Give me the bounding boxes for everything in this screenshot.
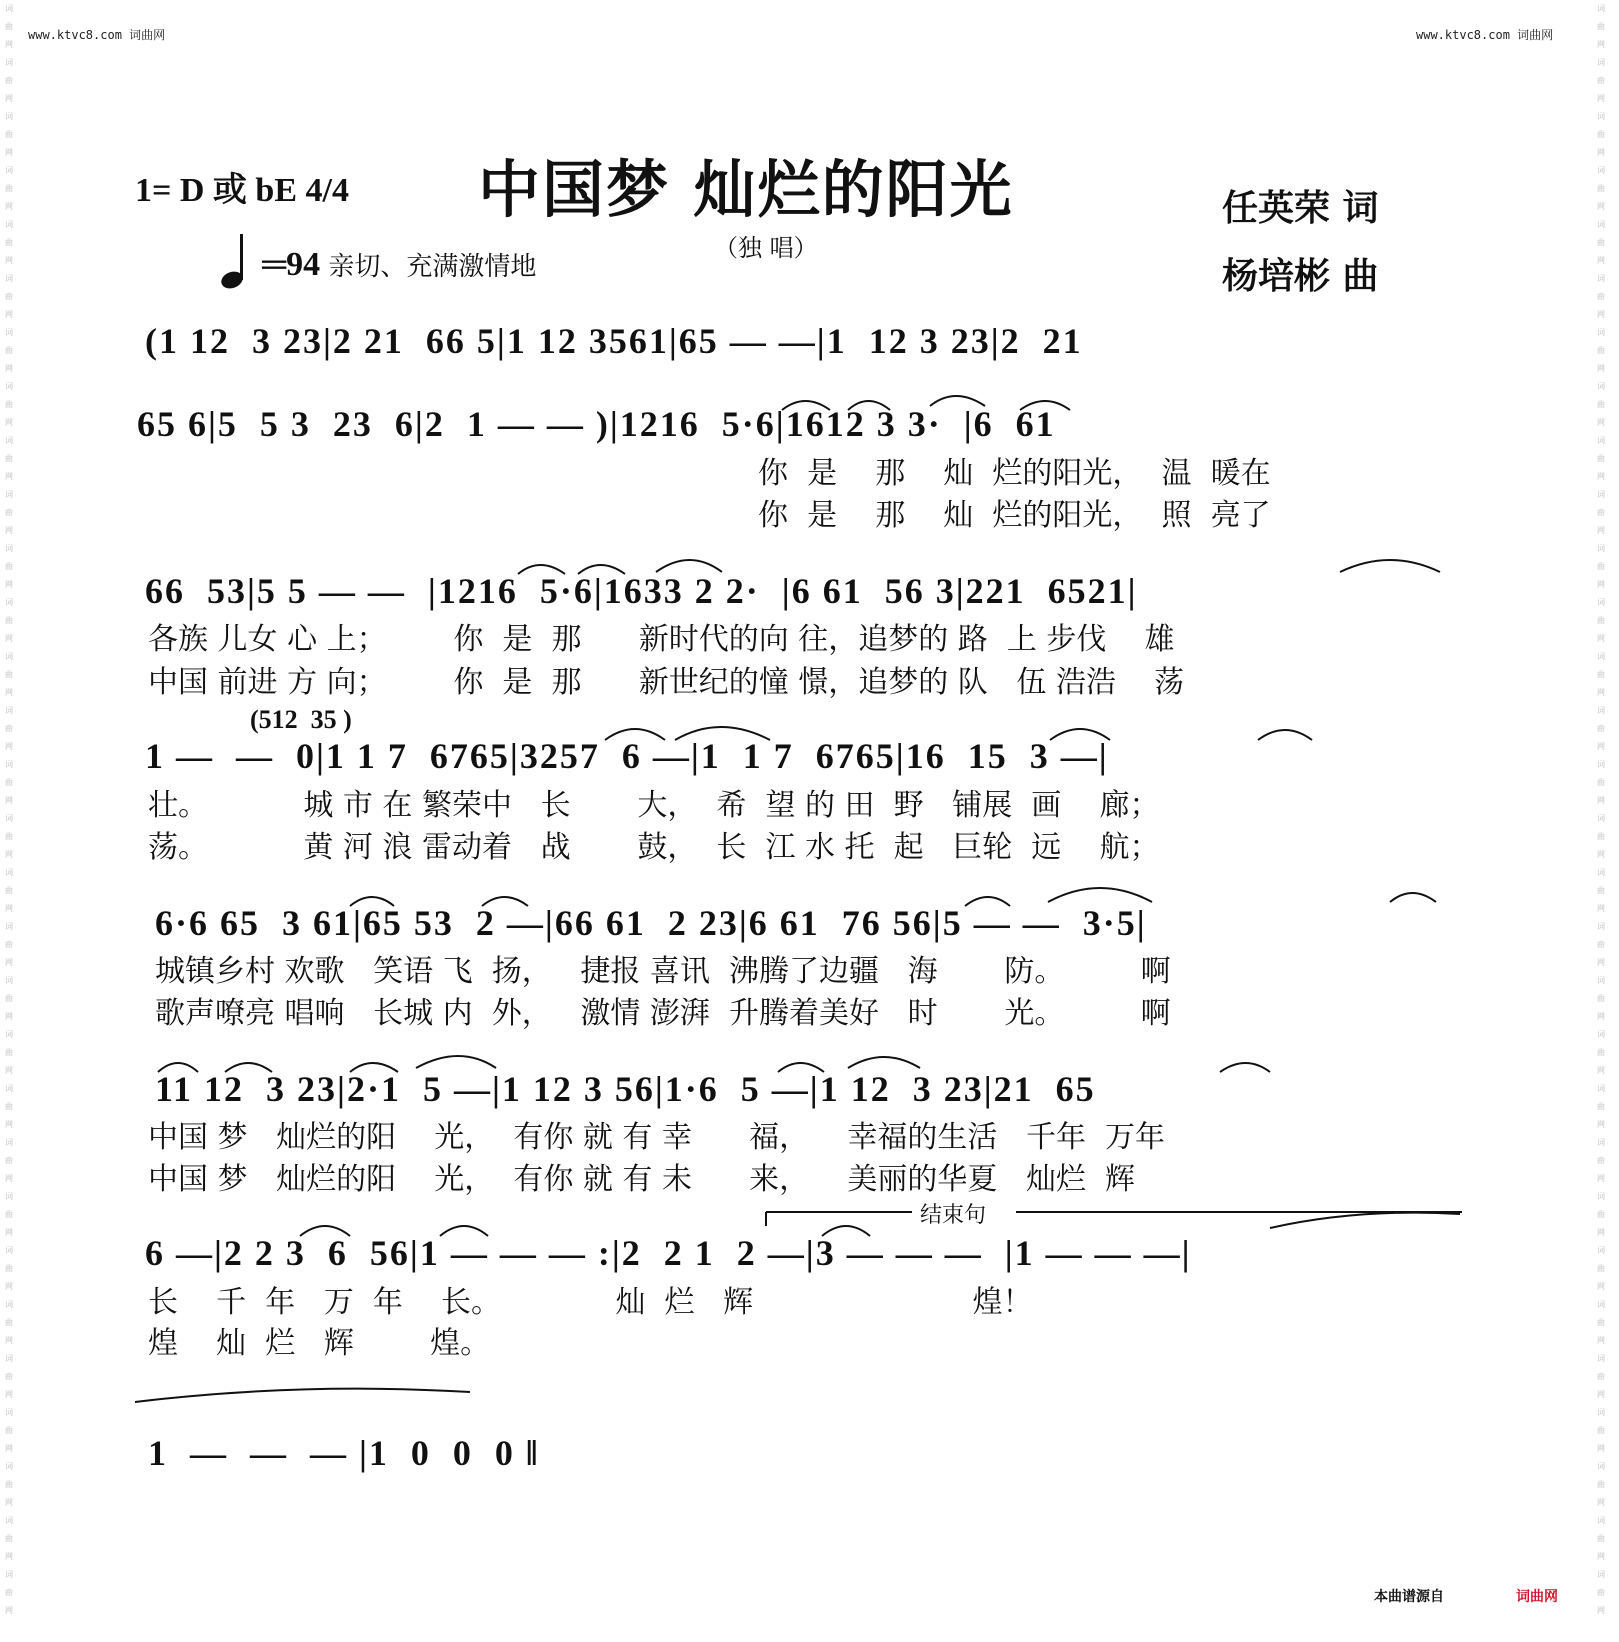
side-watermark-char: 网 — [1597, 958, 1605, 967]
side-watermark-char: 网 — [5, 1066, 13, 1075]
side-watermark-char: 曲 — [1597, 76, 1605, 85]
side-watermark-char: 网 — [1597, 1444, 1605, 1453]
side-watermark-char: 曲 — [1597, 1048, 1605, 1057]
ending-section-marker: 结束句 — [920, 1203, 987, 1228]
side-watermark-char: 词 — [5, 1354, 13, 1363]
side-watermark-char: 词 — [5, 1570, 13, 1579]
side-watermark-char: 网 — [5, 472, 13, 481]
side-watermark-char: 网 — [5, 796, 13, 805]
notation-line-3: 66 53|5 5 — — |1216 5·6|1633 2 2· |6 61 56 3|221 6521| — [145, 571, 1138, 611]
side-watermark-char: 网 — [1597, 1606, 1605, 1615]
side-watermark-char: 曲 — [1597, 184, 1605, 193]
side-watermark-char: 词 — [5, 220, 13, 229]
side-watermark-char: 词 — [1597, 1354, 1605, 1363]
side-watermark-char: 曲 — [1597, 832, 1605, 841]
side-watermark-char: 网 — [5, 310, 13, 319]
side-watermark-char: 曲 — [1597, 562, 1605, 571]
side-watermark-char: 网 — [1597, 310, 1605, 319]
side-watermark-char: 曲 — [5, 400, 13, 409]
side-watermark-char: 网 — [5, 418, 13, 427]
side-watermark-char: 网 — [1597, 526, 1605, 535]
side-watermark-char: 曲 — [5, 130, 13, 139]
side-watermark-char: 网 — [5, 526, 13, 535]
side-watermark-char: 曲 — [5, 1210, 13, 1219]
side-watermark-char: 网 — [1597, 1336, 1605, 1345]
side-watermark-char: 曲 — [5, 22, 13, 31]
lyric-line-2-verse-2: 你 是 那 灿 烂的阳光， 照 亮了 — [758, 498, 1271, 533]
side-watermark-char: 曲 — [1597, 400, 1605, 409]
side-watermark-char: 曲 — [5, 724, 13, 733]
side-watermark-char: 曲 — [5, 76, 13, 85]
side-watermark-char: 词 — [5, 976, 13, 985]
side-watermark-char: 网 — [5, 1606, 13, 1615]
performance-type: （独 唱） — [714, 234, 818, 262]
lyric-line-3-verse-1: 各族 儿女 心 上； 你 是 那 新时代的向 往，追梦的 路 上 步伐 雄 — [148, 622, 1175, 657]
side-watermark-char: 词 — [5, 868, 13, 877]
side-watermark-char: 网 — [1597, 1552, 1605, 1561]
lyric-line-7-verse-2: 煌 灿 烂 辉 煌。 — [148, 1326, 491, 1361]
side-watermark-char: 词 — [5, 1192, 13, 1201]
side-watermark-char: 曲 — [1597, 1372, 1605, 1381]
lyric-line-7-verse-1: 长 千 年 万 年 长。 灿 烂 辉 煌！ — [148, 1285, 1033, 1320]
side-watermark-char: 曲 — [1597, 616, 1605, 625]
lyric-line-6-verse-2: 中国 梦 灿烂的阳 光， 有你 就 有 未 来， 美丽的华夏 灿烂 辉 — [148, 1162, 1136, 1197]
side-watermark-char: 网 — [5, 1552, 13, 1561]
side-watermark-char: 词 — [1597, 814, 1605, 823]
side-watermark-char: 曲 — [1597, 130, 1605, 139]
side-watermark-char: 网 — [5, 850, 13, 859]
side-watermark-char: 词 — [5, 652, 13, 661]
tempo-expression: 亲切、充满激情地 — [328, 252, 537, 282]
side-watermark-char: 曲 — [1597, 1156, 1605, 1165]
side-watermark-char: 词 — [5, 1084, 13, 1093]
side-watermark-char: 词 — [5, 328, 13, 337]
side-watermark-char: 曲 — [5, 1588, 13, 1597]
side-watermark-char: 网 — [5, 1012, 13, 1021]
side-watermark-char: 曲 — [5, 1048, 13, 1057]
side-watermark-char: 曲 — [5, 562, 13, 571]
side-watermark-char: 词 — [5, 4, 13, 13]
lyricist-credit: 任英荣 词 — [1222, 188, 1379, 229]
side-watermark-char: 网 — [1597, 850, 1605, 859]
lyric-line-4-verse-2: 荡。 黄 河 浪 雷动着 战 鼓， 长 江 水 托 起 巨轮 远 航； — [148, 830, 1160, 865]
side-watermark-char: 网 — [5, 94, 13, 103]
side-watermark-char: 曲 — [5, 1102, 13, 1111]
side-watermark-char: 词 — [5, 166, 13, 175]
side-watermark-char: 网 — [1597, 256, 1605, 265]
side-watermark-char: 曲 — [1597, 778, 1605, 787]
side-watermark-char: 网 — [5, 364, 13, 373]
side-watermark-char: 曲 — [1597, 508, 1605, 517]
side-watermark-char: 词 — [5, 1516, 13, 1525]
lyric-line-6-verse-1: 中国 梦 灿烂的阳 光， 有你 就 有 幸 福， 幸福的生活 千年 万年 — [148, 1120, 1166, 1155]
side-watermark-char: 曲 — [5, 778, 13, 787]
notation-line-2: 65 6|5 5 3 23 6|2 1 — — )|1216 5·6|1612 3 3· |6 61 — [137, 404, 1056, 444]
side-watermark-char: 曲 — [1597, 994, 1605, 1003]
side-watermark-char: 网 — [5, 1282, 13, 1291]
side-watermark-char: 曲 — [5, 1480, 13, 1489]
side-watermark-char: 网 — [5, 742, 13, 751]
side-watermark-char: 词 — [5, 1408, 13, 1417]
side-watermark-char: 网 — [5, 148, 13, 157]
notation-line-6: 11 12 3 23|2·1 5 —|1 12 3 56|1·6 5 —|1 12 3 23|21 65 — [155, 1069, 1096, 1109]
side-watermark-char: 网 — [5, 1228, 13, 1237]
side-watermark-char: 词 — [5, 382, 13, 391]
side-watermark-char: 词 — [1597, 1192, 1605, 1201]
side-watermark-char: 曲 — [1597, 1318, 1605, 1327]
notation-line-7: 6 —|2 2 3 6 56|1 — — — :|2 2 1 2 —|3 — — — |1 — — —| — [145, 1233, 1192, 1273]
side-watermark-char: 曲 — [1597, 1426, 1605, 1435]
side-watermark-char: 词 — [5, 922, 13, 931]
side-watermark-char: 词 — [1597, 220, 1605, 229]
side-watermark-char: 曲 — [5, 1318, 13, 1327]
side-watermark-char: 词 — [1597, 4, 1605, 13]
side-watermark-char: 词 — [1597, 922, 1605, 931]
side-watermark-char: 曲 — [5, 1264, 13, 1273]
side-watermark-char: 曲 — [1597, 1588, 1605, 1597]
side-watermark-char: 词 — [1597, 544, 1605, 553]
side-watermark-char: 网 — [1597, 1174, 1605, 1183]
side-watermark-char: 曲 — [5, 940, 13, 949]
side-watermark-char: 曲 — [5, 886, 13, 895]
side-watermark-char: 网 — [1597, 796, 1605, 805]
side-watermark-char: 词 — [1597, 1462, 1605, 1471]
side-watermark-char: 网 — [1597, 1066, 1605, 1075]
side-watermark-char: 曲 — [5, 292, 13, 301]
notation-line-1: (1 12 3 23|2 21 66 5|1 12 3561|65 — —|1 12 3 23|2 21 — [145, 321, 1083, 361]
side-watermark-char: 网 — [5, 904, 13, 913]
side-watermark-char: 曲 — [1597, 346, 1605, 355]
side-watermark-char: 网 — [1597, 580, 1605, 589]
side-watermark-char: 网 — [1597, 202, 1605, 211]
side-watermark-char: 网 — [1597, 634, 1605, 643]
side-watermark-char: 曲 — [5, 346, 13, 355]
side-watermark-char: 词 — [5, 1300, 13, 1309]
side-watermark-char: 词 — [1597, 976, 1605, 985]
side-watermark-char: 曲 — [5, 508, 13, 517]
side-watermark-char: 词 — [5, 274, 13, 283]
side-watermark-char: 网 — [5, 202, 13, 211]
side-watermark-char: 曲 — [5, 184, 13, 193]
side-watermark-char: 曲 — [5, 616, 13, 625]
side-watermark-char: 网 — [1597, 904, 1605, 913]
side-watermark-char: 曲 — [1597, 1102, 1605, 1111]
side-watermark-char: 曲 — [5, 1426, 13, 1435]
side-watermark-char: 曲 — [5, 238, 13, 247]
side-watermark-char: 网 — [1597, 472, 1605, 481]
composer-credit: 杨培彬 曲 — [1222, 256, 1379, 297]
side-watermark-char: 词 — [5, 58, 13, 67]
side-watermark-char: 曲 — [1597, 292, 1605, 301]
song-title: 中国梦 灿烂的阳光 — [478, 153, 1014, 226]
side-watermark-char: 曲 — [1597, 886, 1605, 895]
side-watermark-char: 词 — [1597, 274, 1605, 283]
side-watermark-char: 网 — [5, 1120, 13, 1129]
side-watermark-char: 词 — [5, 112, 13, 121]
side-watermark-char: 曲 — [1597, 1210, 1605, 1219]
side-watermark-char: 词 — [5, 436, 13, 445]
side-watermark-char: 网 — [5, 1498, 13, 1507]
side-watermark-char: 词 — [1597, 328, 1605, 337]
side-watermark-char: 曲 — [1597, 940, 1605, 949]
side-watermark-char: 网 — [5, 256, 13, 265]
side-watermark-char: 词 — [1597, 166, 1605, 175]
side-watermark-char: 曲 — [1597, 670, 1605, 679]
side-watermark-char: 网 — [1597, 688, 1605, 697]
side-watermark-char: 词 — [1597, 382, 1605, 391]
side-watermark-char: 网 — [1597, 1012, 1605, 1021]
side-watermark-char: 词 — [1597, 1084, 1605, 1093]
lyric-line-5-verse-1: 城镇乡村 欢歌 笑语 飞 扬， 捷报 喜讯 沸腾了边疆 海 防。 啊 — [155, 954, 1171, 989]
side-watermark-char: 词 — [1597, 1300, 1605, 1309]
side-watermark-char: 网 — [5, 1444, 13, 1453]
side-watermark-char: 词 — [5, 814, 13, 823]
side-watermark-char: 词 — [5, 544, 13, 553]
side-watermark-char: 曲 — [1597, 22, 1605, 31]
side-watermark-char: 词 — [5, 1246, 13, 1255]
header-url-left[interactable]: www.ktvc8.com 词曲网 — [28, 28, 166, 42]
notation-line-4: 1 — — 0|1 1 7 6765|3257 6 —|1 1 7 6765|16 15 3 —| — [145, 736, 1109, 776]
side-watermark-char: 网 — [1597, 40, 1605, 49]
side-watermark-char: 网 — [1597, 1390, 1605, 1399]
side-watermark-char: 网 — [1597, 1120, 1605, 1129]
side-watermark-char: 词 — [5, 1138, 13, 1147]
header-url-right[interactable]: www.ktvc8.com 词曲网 — [1416, 28, 1554, 42]
side-watermark-char: 词 — [1597, 436, 1605, 445]
side-watermark-char: 曲 — [5, 454, 13, 463]
side-watermark-char: 词 — [1597, 760, 1605, 769]
side-watermark-char: 网 — [1597, 418, 1605, 427]
side-watermark-char: 词 — [1597, 1516, 1605, 1525]
tempo-value: ═94 — [262, 246, 321, 283]
side-watermark-char: 词 — [5, 706, 13, 715]
side-watermark-char: 词 — [1597, 1246, 1605, 1255]
side-watermark-char: 词 — [5, 760, 13, 769]
side-watermark-char: 网 — [5, 580, 13, 589]
key-signature: 1= D 或 bE 4/4 — [135, 172, 349, 209]
side-watermark-char: 词 — [1597, 490, 1605, 499]
side-watermark-char: 曲 — [1597, 724, 1605, 733]
side-watermark-char: 曲 — [5, 994, 13, 1003]
side-watermark-char: 网 — [1597, 742, 1605, 751]
side-watermark-char: 网 — [1597, 148, 1605, 157]
side-watermark-char: 词 — [1597, 58, 1605, 67]
side-watermark-char: 曲 — [5, 1372, 13, 1381]
side-watermark-char: 词 — [5, 598, 13, 607]
lyric-line-2-verse-1: 你 是 那 灿 烂的阳光， 温 暖在 — [758, 456, 1271, 491]
side-watermark-char: 曲 — [5, 1534, 13, 1543]
side-watermark-char: 曲 — [1597, 1534, 1605, 1543]
lyric-line-3-verse-2: 中国 前进 方 向； 你 是 那 新世纪的憧 憬，追梦的 队 伍 浩浩 荡 — [148, 665, 1185, 700]
side-watermark-char: 网 — [1597, 1498, 1605, 1507]
side-watermark-char: 词 — [1597, 112, 1605, 121]
side-watermark-char: 曲 — [1597, 238, 1605, 247]
grace-notes: (512 35 ) — [250, 705, 352, 734]
side-watermark-char: 网 — [1597, 364, 1605, 373]
lyric-line-4-verse-1: 壮。 城 市 在 繁荣中 长 大， 希 望 的 田 野 铺展 画 廊； — [148, 788, 1160, 823]
footer-site-link[interactable]: 词曲网 — [1516, 1589, 1558, 1605]
lyric-line-5-verse-2: 歌声嘹亮 唱响 长城 内 外， 激情 澎湃 升腾着美好 时 光。 啊 — [155, 996, 1171, 1031]
notation-line-8: 1 — — — |1 0 0 0 ‖ — [148, 1433, 540, 1473]
side-watermark-char: 词 — [1597, 706, 1605, 715]
side-watermark-char: 词 — [1597, 1030, 1605, 1039]
side-watermark-char: 词 — [1597, 1570, 1605, 1579]
side-watermark-char: 词 — [5, 1462, 13, 1471]
side-watermark-char: 网 — [5, 688, 13, 697]
side-watermark-char: 网 — [5, 1336, 13, 1345]
side-watermark-char: 网 — [5, 958, 13, 967]
side-watermark-char: 词 — [1597, 652, 1605, 661]
side-watermark-char: 曲 — [1597, 454, 1605, 463]
side-watermark-char: 词 — [5, 490, 13, 499]
side-watermark-char: 词 — [1597, 1408, 1605, 1417]
side-watermark-char: 网 — [5, 1174, 13, 1183]
side-watermark-char: 网 — [5, 40, 13, 49]
side-watermark-char: 曲 — [5, 670, 13, 679]
footer-source-label: 本曲谱源自 — [1374, 1589, 1444, 1605]
side-watermark-char: 曲 — [5, 832, 13, 841]
side-watermark-char: 网 — [1597, 1228, 1605, 1237]
side-watermark-char: 曲 — [1597, 1480, 1605, 1489]
side-watermark-char: 网 — [1597, 1282, 1605, 1291]
side-watermark-char: 网 — [1597, 94, 1605, 103]
side-watermark-char: 词 — [1597, 598, 1605, 607]
side-watermark-char: 网 — [5, 1390, 13, 1399]
side-watermark-char: 曲 — [1597, 1264, 1605, 1273]
side-watermark-char: 词 — [1597, 868, 1605, 877]
side-watermark-char: 词 — [5, 1030, 13, 1039]
notation-line-5: 6·6 65 3 61|65 53 2 —|66 61 2 23|6 61 76 56|5 — — 3·5| — [155, 903, 1147, 943]
side-watermark-char: 词 — [1597, 1138, 1605, 1147]
side-watermark-char: 曲 — [5, 1156, 13, 1165]
side-watermark-char: 网 — [5, 634, 13, 643]
